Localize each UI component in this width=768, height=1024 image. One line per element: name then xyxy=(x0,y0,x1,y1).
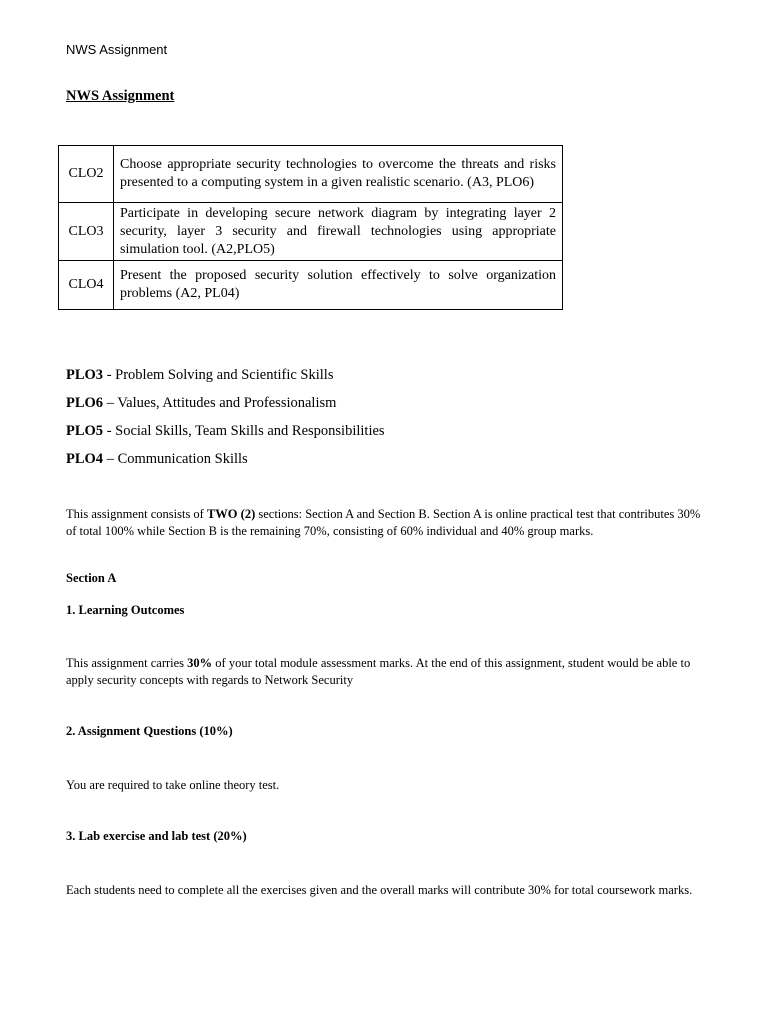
clo-code: CLO4 xyxy=(59,261,114,310)
plo-text: Values, Attitudes and Professionalism xyxy=(117,395,337,411)
clo-code: CLO2 xyxy=(59,146,114,203)
plo-item xyxy=(66,367,333,384)
assignment-questions-heading: 2. Assignment Questions (10%) xyxy=(66,724,233,738)
table-row xyxy=(59,203,563,261)
plo-item xyxy=(66,395,336,412)
page-header: NWS Assignment xyxy=(66,42,168,57)
table-row xyxy=(59,146,563,203)
plo-text: Social Skills, Team Skills and Responsibilities xyxy=(115,423,385,439)
lab-exercise-heading: 3. Lab exercise and lab test (20%) xyxy=(66,829,247,843)
plo-separator: - xyxy=(103,423,116,439)
plo-code: PLO4 xyxy=(66,451,104,467)
plo-text: Problem Solving and Scientific Skills xyxy=(115,367,334,383)
lo-text: This assignment carries xyxy=(66,656,188,670)
clo-code: CLO3 xyxy=(59,203,114,261)
table-row xyxy=(59,261,563,310)
intro-text: sections: Section A and Section B. Section A is online practical test that contributes 30% of total 100% while Section B is the remaining 70%, consisting of 60% individual and 40% group marks. xyxy=(66,507,701,538)
clo-description: Present the proposed security solution effectively to solve organization problems (A2, PL04) xyxy=(114,261,563,310)
plo-separator: – xyxy=(103,395,118,411)
plo-separator: - xyxy=(103,367,116,383)
learning-outcomes-heading: 1. Learning Outcomes xyxy=(66,603,185,617)
plo-item xyxy=(66,423,385,440)
plo-code: PLO5 xyxy=(66,423,104,439)
plo-text: Communication Skills xyxy=(117,451,248,467)
intro-bold: TWO (2) xyxy=(206,507,256,521)
learning-outcomes-paragraph xyxy=(66,655,706,688)
plo-item xyxy=(66,451,248,468)
assignment-questions-paragraph: You are required to take online theory test. xyxy=(66,778,280,792)
clo-description: Participate in developing secure network diagram by integrating layer 2 security, layer 3 security and firewall technologies using appropriate simulation tool. (A2,PLO5) xyxy=(114,203,563,261)
clo-description: Choose appropriate security technologies to overcome the threats and risks presented to a computing system in a given realistic scenario. (A3, PLO6) xyxy=(114,146,563,203)
lo-bold: 30% xyxy=(187,656,213,670)
plo-code: PLO6 xyxy=(66,395,104,411)
document-title: NWS Assignment xyxy=(66,88,175,104)
intro-text: This assignment consists of xyxy=(66,507,207,521)
intro-paragraph xyxy=(66,506,706,539)
lab-exercise-paragraph: Each students need to complete all the exercises given and the overall marks will contribute 30% for total coursework marks. xyxy=(66,883,693,897)
plo-separator: – xyxy=(103,451,118,467)
clo-table xyxy=(58,145,563,310)
section-a-heading: Section A xyxy=(66,571,117,585)
plo-code: PLO3 xyxy=(66,367,104,383)
lo-text: of your total module assessment marks. At the end of this assignment, student would be able to apply security concepts with regards to Network Security xyxy=(66,656,691,687)
